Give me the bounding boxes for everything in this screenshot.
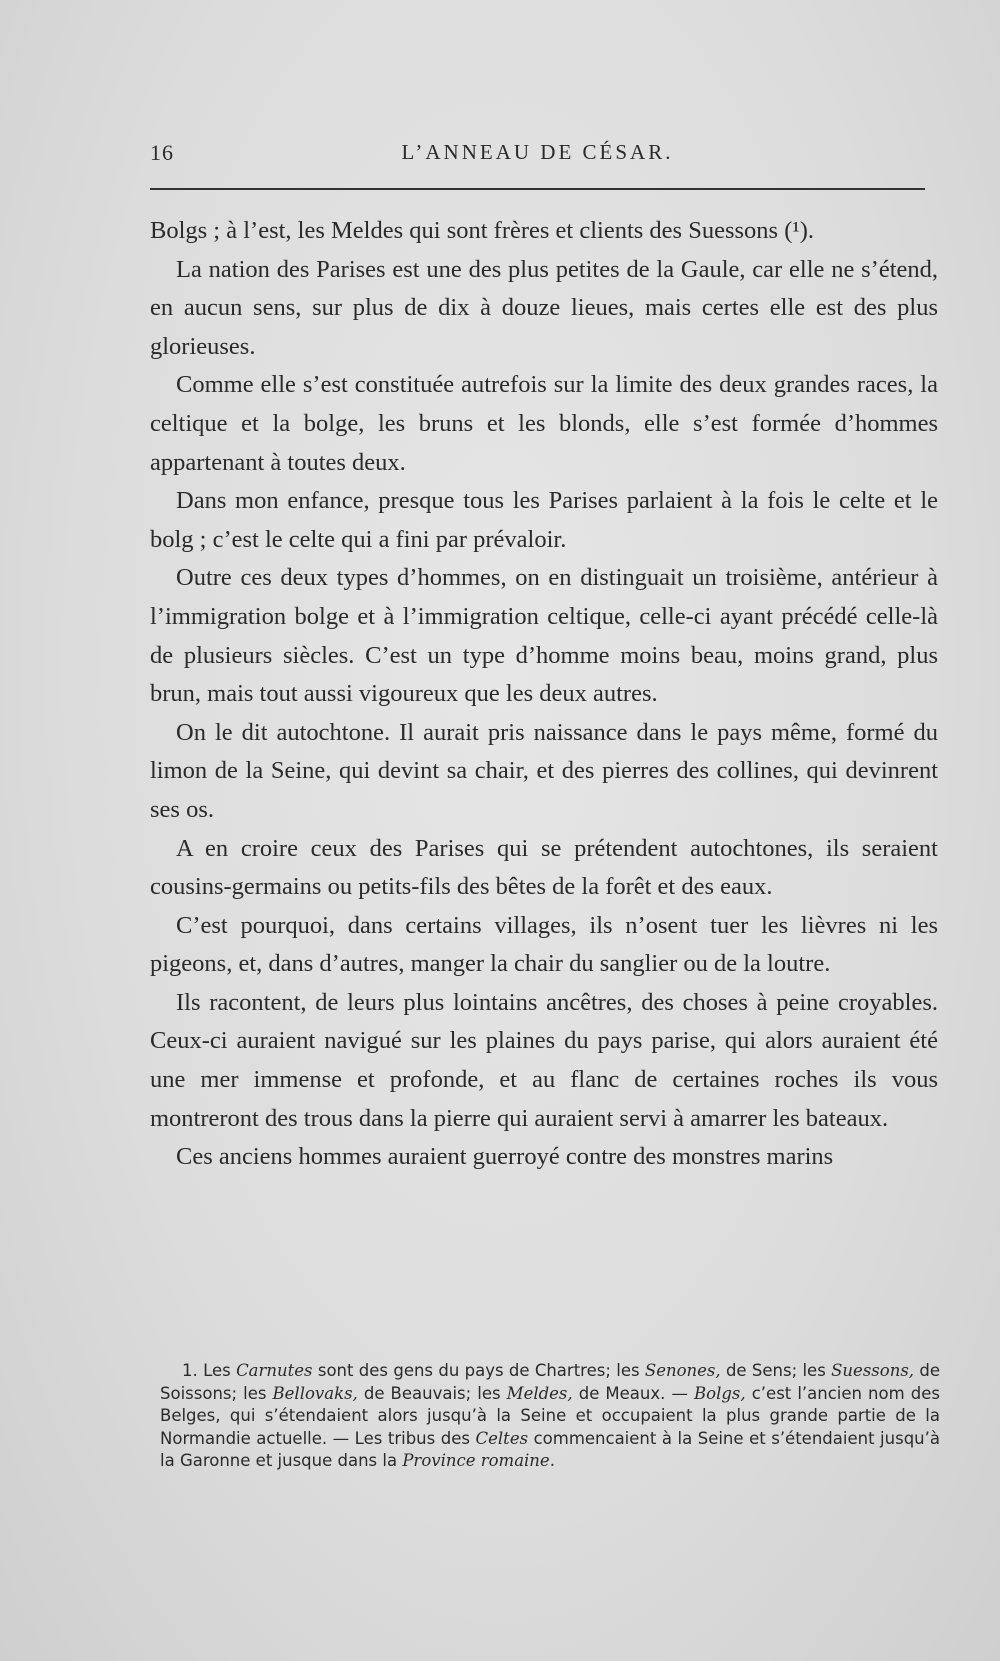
paragraph: Ces anciens hommes auraient guerroyé contre des monstres marins <box>176 1143 834 1171</box>
paragraph: Bolgs ; à l’est, les Meldes qui sont frères et clients des Suessons (¹). <box>150 217 814 244</box>
paragraph: A en croire ceux des Parises qui se prétendent autochtones, ils seraient cousins-germains ou petits-fils des bêtes de la forêt et des eaux. <box>150 834 938 901</box>
footnote <box>160 1360 940 1473</box>
footnote-text: de Meaux. — <box>572 1383 695 1403</box>
footnote-text: de Soissons; les <box>160 1361 940 1403</box>
paragraph: Dans mon enfance, presque tous les Parises parlaient à la fois le celte et le bolg ; c’est le celte qui a fini par prévaloir. <box>150 487 938 553</box>
paragraph: Comme elle s’est constituée autrefois sur la limite des deux grandes races, la celtique et la bolge, les bruns et les blonds, elle s’est formée d’hommes appartenant à toutes deux. <box>150 371 938 476</box>
footnote-text: c’est l’ancien nom des Belges, qui s’étendaient alors jusqu’à la Seine et occupaient la plus grande partie de la Normandie actuelle. — Les tribus des <box>160 1383 940 1448</box>
footnote-italic: Senones, <box>644 1361 721 1380</box>
page-number: 16 <box>150 140 174 165</box>
footnote-text: de Sens; les <box>720 1361 832 1380</box>
paragraph: La nation des Parises est une des plus petites de la Gaule, car elle ne s’étend, en aucun sens, sur plus de dix à douze lieues, mais certes elle est des plus glorieuses. <box>150 255 938 360</box>
footnote-italic: Bellovaks, <box>272 1383 358 1403</box>
footnote-marker: 1. <box>182 1361 198 1380</box>
paragraph: Ils racontent, de leurs plus lointains ancêtres, des choses à peine croyables. Ceux-ci auraient navigué sur les plaines du pays parise, qui alors auraient été une mer immense et profonde, et au flanc de certaines roches ils vous montreront des trous dans la pierre qui auraient servi à amarrer les bateaux. <box>150 988 938 1132</box>
header-rule <box>150 188 925 190</box>
footnote-italic: Suessons, <box>831 1361 915 1380</box>
footnote-italic: Bolgs, <box>694 1383 746 1403</box>
body-text <box>150 212 938 1177</box>
paragraph: C’est pourquoi, dans certains villages, ils n’osent tuer les lièvres ni les pigeons, et, dans d’autres, manger la chair du sanglier ou de la loutre. <box>150 911 938 978</box>
footnote-italic: Celtes <box>475 1428 529 1448</box>
page-header <box>150 140 925 170</box>
footnote-italic: Province romaine. <box>402 1451 555 1471</box>
footnotes <box>160 1360 940 1473</box>
footnote-italic: Carnutes <box>236 1361 313 1380</box>
paragraph: On le dit autochtone. Il aurait pris naissance dans le pays même, formé du limon de la Seine, qui devint sa chair, et des pierres des collines, qui devinrent ses os. <box>150 718 938 823</box>
paragraph: Outre ces deux types d’hommes, on en distinguait un troisième, antérieur à l’immigration bolge et à l’immigration celtique, celle-ci ayant précédé celle-là de plusieurs siècles. C’est un type d’homme moins beau, moins grand, plus brun, mais tout aussi vigoureux que les deux autres. <box>150 564 938 708</box>
footnote-text: sont des gens du pays de Chartres; les <box>312 1361 645 1380</box>
footnote-text: Les <box>197 1361 237 1380</box>
footnote-text: commencaient à la Seine et s’étendaient jusqu’à la Garonne et jusque dans la <box>160 1428 940 1471</box>
footnote-text: de Beauvais; les <box>357 1383 507 1403</box>
footnote-italic: Meldes, <box>506 1383 573 1403</box>
running-title: L’ANNEAU DE CÉSAR. <box>401 140 674 164</box>
